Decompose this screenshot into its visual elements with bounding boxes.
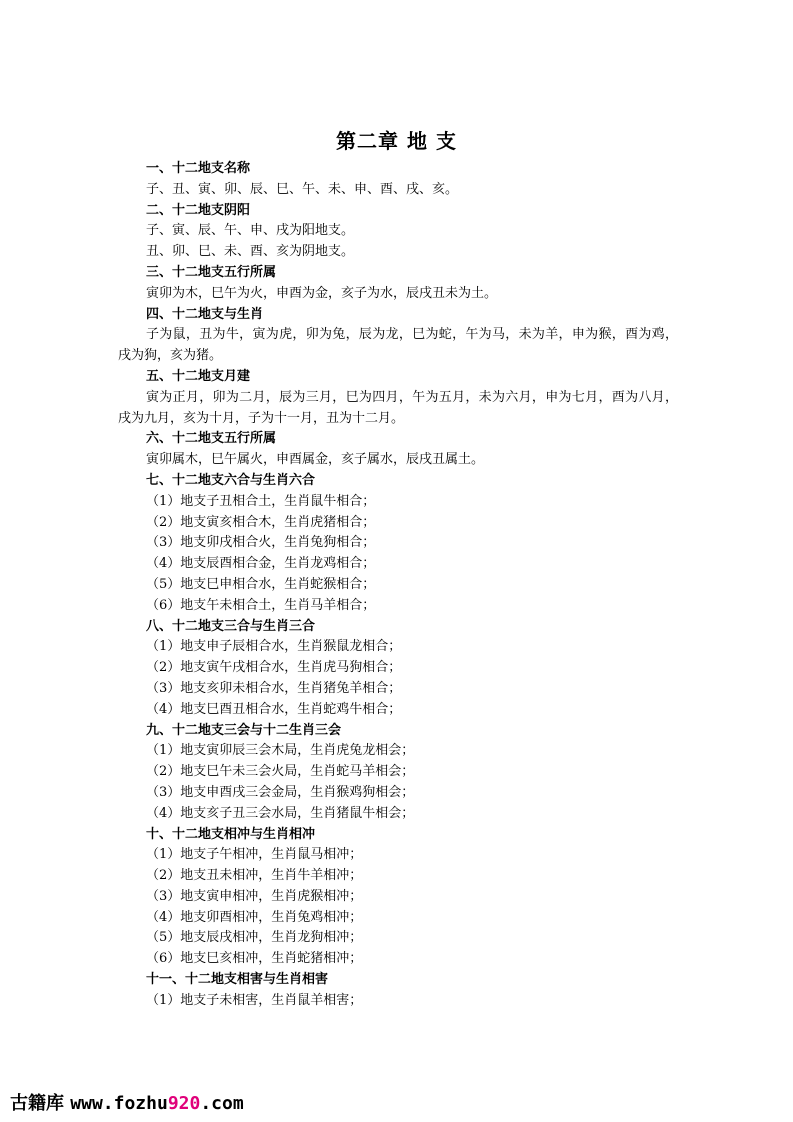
body-line: 寅卯为木，巳午为火，申酉为金，亥子为水，辰戌丑未为土。 bbox=[146, 285, 498, 301]
body-line: 子、丑、寅、卯、辰、巳、午、未、申、酉、戌、亥。 bbox=[146, 181, 459, 197]
list-item: （3）地支亥卯未相合水，生肖猪兔羊相合； bbox=[146, 680, 402, 696]
list-item: （6）地支午未相合土，生肖马羊相合； bbox=[146, 597, 376, 613]
list-item: （3）地支申酉戌三会金局，生肖猴鸡狗相会； bbox=[146, 784, 415, 800]
list-item: （1）地支寅卯辰三会木局，生肖虎兔龙相会； bbox=[146, 743, 415, 759]
section-heading: 四、十二地支与生肖 bbox=[146, 306, 264, 322]
list-item: （2）地支寅午戌相合水，生肖虎马狗相合； bbox=[146, 660, 402, 676]
section-heading: 三、十二地支五行所属 bbox=[146, 264, 277, 280]
list-item: （3）地支寅申相冲，生肖虎猴相冲； bbox=[146, 888, 363, 904]
section-heading: 十、十二地支相冲与生肖相冲 bbox=[146, 826, 316, 842]
list-item: （2）地支丑未相冲，生肖牛羊相冲； bbox=[146, 868, 363, 884]
section-heading: 十一、十二地支相害与生肖相害 bbox=[146, 972, 329, 988]
document-body bbox=[118, 159, 678, 1012]
footer-site-suffix: .com bbox=[200, 1093, 244, 1114]
section-heading: 六、十二地支五行所属 bbox=[146, 431, 277, 447]
section-heading: 一、十二地支名称 bbox=[146, 161, 251, 176]
list-item: （1）地支子未相害，生肖鼠羊相害； bbox=[146, 992, 363, 1008]
list-item: （1）地支子午相冲，生肖鼠马相冲； bbox=[146, 847, 363, 863]
list-item: （5）地支巳申相合水，生肖蛇猴相合； bbox=[146, 576, 376, 592]
footer-site-link[interactable] bbox=[70, 1093, 243, 1114]
body-paragraph: 寅为正月，卯为二月，辰为三月，巳为四月，午为五月，未为六月，申为七月，酉为八月，戌为九月，亥为十月，子为十一月，丑为十二月。 bbox=[118, 389, 678, 426]
list-item: （4）地支亥子丑三会水局，生肖猪鼠牛相会； bbox=[146, 805, 415, 821]
body-line: 子、寅、辰、午、申、戌为阳地支。 bbox=[146, 223, 355, 239]
list-item: （6）地支巳亥相冲，生肖蛇猪相冲； bbox=[146, 951, 363, 967]
list-item: （4）地支辰酉相合金，生肖龙鸡相合； bbox=[146, 556, 376, 572]
section-heading: 八、十二地支三合与生肖三合 bbox=[146, 618, 316, 634]
body-paragraph: 子为鼠，丑为牛，寅为虎，卯为兔，辰为龙，巳为蛇，午为马，未为羊，申为猴，酉为鸡，戌为狗，亥为猪。 bbox=[118, 327, 678, 364]
section-heading: 五、十二地支月建 bbox=[146, 368, 251, 384]
chapter-title: 第二章 地 支 bbox=[336, 129, 457, 153]
section-heading: 七、十二地支六合与生肖六合 bbox=[146, 472, 316, 488]
list-item: （1）地支子丑相合土，生肖鼠牛相合； bbox=[146, 493, 376, 509]
list-item: （2）地支寅亥相合木，生肖虎猪相合； bbox=[146, 514, 376, 530]
section-heading: 二、十二地支阴阳 bbox=[146, 202, 251, 218]
list-item: （1）地支申子辰相合水，生肖猴鼠龙相合； bbox=[146, 639, 402, 655]
footer-site-prefix: www.fozhu bbox=[70, 1093, 168, 1114]
footer-site-number: 920 bbox=[167, 1093, 201, 1114]
body-line: 寅卯属木，巳午属火，申酉属金，亥子属水，辰戌丑属土。 bbox=[146, 452, 485, 468]
list-item: （3）地支卯戌相合火，生肖兔狗相合； bbox=[146, 535, 376, 551]
watermark-footer bbox=[10, 1089, 244, 1115]
body-line: 丑、卯、巳、未、酉、亥为阴地支。 bbox=[146, 244, 355, 260]
footer-brand: 古籍库 bbox=[10, 1093, 64, 1114]
section-heading: 九、十二地支三会与十二生肖三会 bbox=[146, 722, 342, 738]
list-item: （4）地支卯酉相冲，生肖兔鸡相冲； bbox=[146, 909, 363, 925]
list-item: （4）地支巳酉丑相合水，生肖蛇鸡牛相合； bbox=[146, 701, 402, 717]
list-item: （2）地支巳午未三会火局，生肖蛇马羊相会； bbox=[146, 764, 415, 780]
list-item: （5）地支辰戌相冲，生肖龙狗相冲； bbox=[146, 930, 363, 946]
